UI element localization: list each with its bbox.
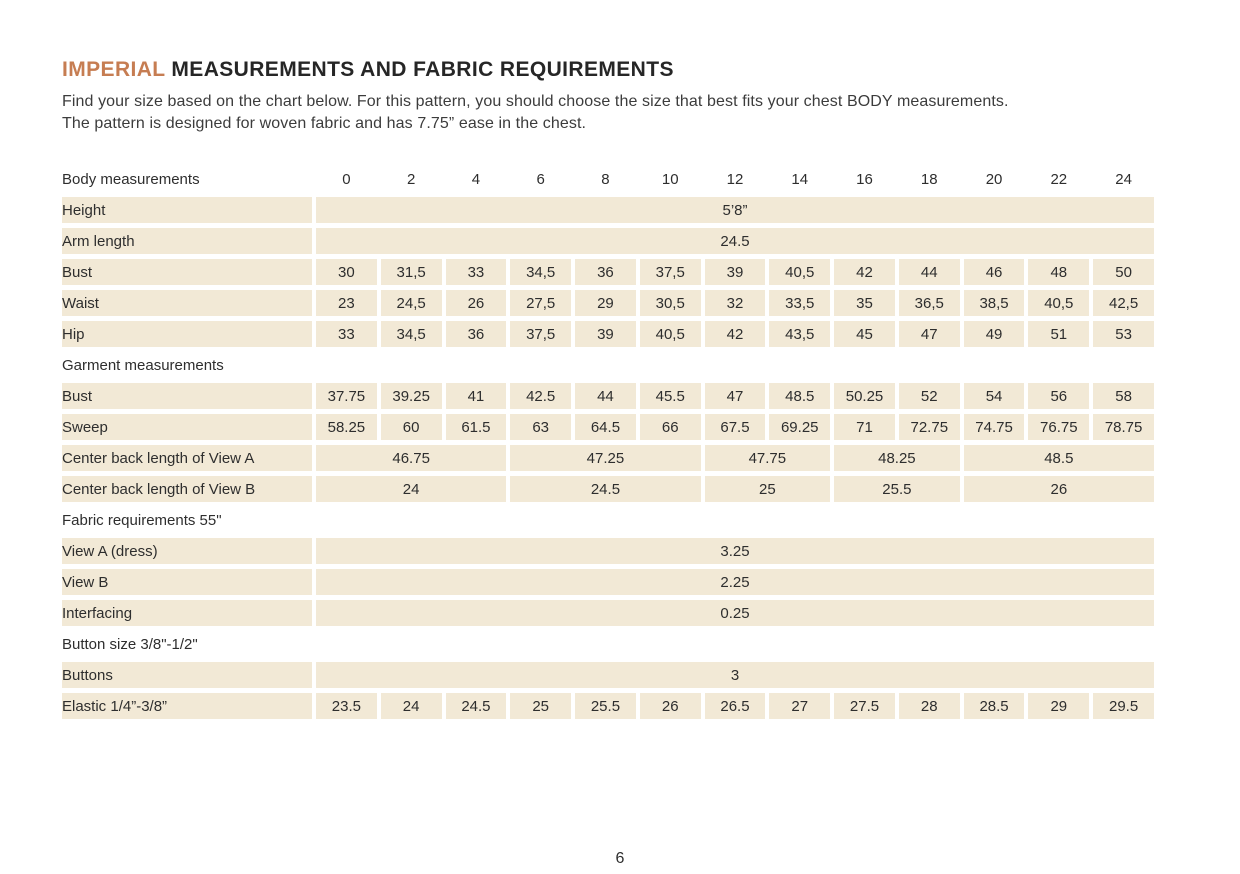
page-number: 6 <box>615 850 625 867</box>
value-cell: 48 <box>1028 259 1089 285</box>
value-cell: 39 <box>705 259 766 285</box>
value-cell: 28.5 <box>964 693 1025 719</box>
value-cell: 42.5 <box>510 383 571 409</box>
size-column-header: 24 <box>1115 170 1132 188</box>
value-cell: 27,5 <box>510 290 571 316</box>
page-title <box>62 58 1240 82</box>
value-cell: 31,5 <box>381 259 442 285</box>
value-cell: 26 <box>964 476 1154 502</box>
row-label: Height <box>62 197 312 223</box>
row-label: Hip <box>62 321 312 347</box>
size-column-header: 4 <box>471 170 481 188</box>
value-cell: 23.5 <box>316 693 377 719</box>
value-cell: 54 <box>964 383 1025 409</box>
table-row <box>62 197 1154 223</box>
value-cell: 3.25 <box>316 538 1154 564</box>
row-label: Arm length <box>62 228 312 254</box>
value-cell: 29 <box>1028 693 1089 719</box>
value-cell: 25 <box>705 476 831 502</box>
row-label: Buttons <box>62 662 312 688</box>
section-row <box>62 631 1154 657</box>
value-cell: 72.75 <box>899 414 960 440</box>
value-cell: 47.75 <box>705 445 831 471</box>
value-cell: 69.25 <box>769 414 830 440</box>
table-row <box>62 228 1154 254</box>
value-cell: 40,5 <box>1028 290 1089 316</box>
table-row <box>62 600 1154 626</box>
value-cell: 25 <box>510 693 571 719</box>
section-label: Button size 3/8"-1/2" <box>62 635 198 653</box>
value-cell: 27 <box>769 693 830 719</box>
value-cell: 24.5 <box>510 476 700 502</box>
value-cell: 36 <box>575 259 636 285</box>
row-label: View A (dress) <box>62 538 312 564</box>
value-cell: 26 <box>446 290 507 316</box>
size-column-header: 0 <box>342 170 351 188</box>
value-cell: 41 <box>446 383 507 409</box>
value-cell: 37.75 <box>316 383 377 409</box>
row-label: Bust <box>62 259 312 285</box>
value-cell: 67.5 <box>705 414 766 440</box>
title-rest: MEASUREMENTS AND FABRIC REQUIREMENTS <box>165 58 674 81</box>
value-cell: 44 <box>575 383 636 409</box>
size-column-header: 2 <box>406 170 416 188</box>
row-label: Center back length of View A <box>62 445 312 471</box>
value-cell: 38,5 <box>964 290 1025 316</box>
value-cell: 61.5 <box>446 414 507 440</box>
value-cell: 37,5 <box>640 259 701 285</box>
value-cell: 45.5 <box>640 383 701 409</box>
value-cell: 37,5 <box>510 321 571 347</box>
value-cell: 50.25 <box>834 383 895 409</box>
value-cell: 71 <box>834 414 895 440</box>
value-cell: 33,5 <box>769 290 830 316</box>
section-label: Garment measurements <box>62 356 224 374</box>
value-cell: 49 <box>964 321 1025 347</box>
intro-text <box>62 91 1240 135</box>
value-cell: 43,5 <box>769 321 830 347</box>
row-label: Sweep <box>62 414 312 440</box>
value-cell: 44 <box>899 259 960 285</box>
value-cell: 24 <box>316 476 506 502</box>
size-column-header: 18 <box>920 170 938 188</box>
section-row <box>62 507 1154 533</box>
value-cell: 3 <box>316 662 1154 688</box>
value-cell: 63 <box>510 414 571 440</box>
value-cell: 76.75 <box>1028 414 1089 440</box>
value-cell: 5’8” <box>316 197 1154 223</box>
value-cell: 50 <box>1093 259 1154 285</box>
value-cell: 48.5 <box>769 383 830 409</box>
table-row <box>62 445 1154 471</box>
value-cell: 60 <box>381 414 442 440</box>
value-cell: 40,5 <box>640 321 701 347</box>
value-cell: 52 <box>899 383 960 409</box>
value-cell: 29 <box>575 290 636 316</box>
value-cell: 30 <box>316 259 377 285</box>
value-cell: 2.25 <box>316 569 1154 595</box>
table-header <box>62 166 1154 192</box>
table-row <box>62 290 1154 316</box>
value-cell: 74.75 <box>964 414 1025 440</box>
size-column-header: 6 <box>536 170 545 188</box>
value-cell: 26 <box>640 693 701 719</box>
size-column-header: 16 <box>856 170 873 188</box>
value-cell: 36,5 <box>899 290 960 316</box>
value-cell: 53 <box>1093 321 1154 347</box>
value-cell: 30,5 <box>640 290 701 316</box>
measurement-table <box>58 161 1158 724</box>
section-row <box>62 352 1154 378</box>
column-header-label: Body measurements <box>62 170 200 188</box>
row-label: Bust <box>62 383 312 409</box>
value-cell: 24.5 <box>446 693 507 719</box>
value-cell: 42 <box>834 259 895 285</box>
value-cell: 39.25 <box>381 383 442 409</box>
table-row <box>62 383 1154 409</box>
value-cell: 56 <box>1028 383 1089 409</box>
value-cell: 33 <box>446 259 507 285</box>
value-cell: 66 <box>640 414 701 440</box>
size-column-header: 20 <box>985 170 1003 188</box>
table-row <box>62 476 1154 502</box>
value-cell: 33 <box>316 321 377 347</box>
value-cell: 27.5 <box>834 693 895 719</box>
value-cell: 34,5 <box>510 259 571 285</box>
value-cell: 42,5 <box>1093 290 1154 316</box>
value-cell: 46.75 <box>316 445 506 471</box>
value-cell: 58 <box>1093 383 1154 409</box>
value-cell: 24.5 <box>316 228 1154 254</box>
size-header-row <box>62 166 1154 192</box>
row-label: View B <box>62 569 312 595</box>
value-cell: 34,5 <box>381 321 442 347</box>
size-column-header: 14 <box>791 170 809 188</box>
value-cell: 39 <box>575 321 636 347</box>
value-cell: 35 <box>834 290 895 316</box>
value-cell: 23 <box>316 290 377 316</box>
table-row <box>62 538 1154 564</box>
section-label: Fabric requirements 55" <box>62 511 222 529</box>
value-cell: 24,5 <box>381 290 442 316</box>
table-row <box>62 569 1154 595</box>
value-cell: 58.25 <box>316 414 377 440</box>
title-accent: IMPERIAL <box>62 58 166 81</box>
table-row <box>62 259 1154 285</box>
size-column-header: 10 <box>661 170 679 188</box>
table-row <box>62 662 1154 688</box>
value-cell: 47 <box>899 321 960 347</box>
value-cell: 26.5 <box>705 693 766 719</box>
size-column-header: 12 <box>726 170 744 188</box>
value-cell: 47.25 <box>510 445 700 471</box>
value-cell: 36 <box>446 321 507 347</box>
table-row <box>62 693 1154 719</box>
row-label: Center back length of View B <box>62 476 312 502</box>
table-body <box>62 197 1154 719</box>
value-cell: 25.5 <box>575 693 636 719</box>
row-label: Waist <box>62 290 312 316</box>
size-column-header: 22 <box>1050 170 1068 188</box>
value-cell: 48.25 <box>834 445 960 471</box>
value-cell: 46 <box>964 259 1025 285</box>
value-cell: 29.5 <box>1093 693 1154 719</box>
value-cell: 64.5 <box>575 414 636 440</box>
row-label: Interfacing <box>62 600 312 626</box>
size-column-header: 8 <box>601 170 610 188</box>
value-cell: 51 <box>1028 321 1089 347</box>
intro-line-2: The pattern is designed for woven fabric and has 7.75” ease in the chest. <box>62 115 587 132</box>
intro-line-1: Find your size based on the chart below. For this pattern, you should choose the size that best fits your chest BODY measurements. <box>62 93 1009 110</box>
value-cell: 25.5 <box>834 476 960 502</box>
value-cell: 48.5 <box>964 445 1154 471</box>
value-cell: 40,5 <box>769 259 830 285</box>
value-cell: 0.25 <box>316 600 1154 626</box>
value-cell: 42 <box>705 321 766 347</box>
value-cell: 78.75 <box>1093 414 1154 440</box>
value-cell: 45 <box>834 321 895 347</box>
table-row <box>62 321 1154 347</box>
value-cell: 32 <box>705 290 766 316</box>
row-label: Elastic 1/4”-3/8” <box>62 693 312 719</box>
value-cell: 28 <box>899 693 960 719</box>
value-cell: 24 <box>381 693 442 719</box>
value-cell: 47 <box>705 383 766 409</box>
table-row <box>62 414 1154 440</box>
